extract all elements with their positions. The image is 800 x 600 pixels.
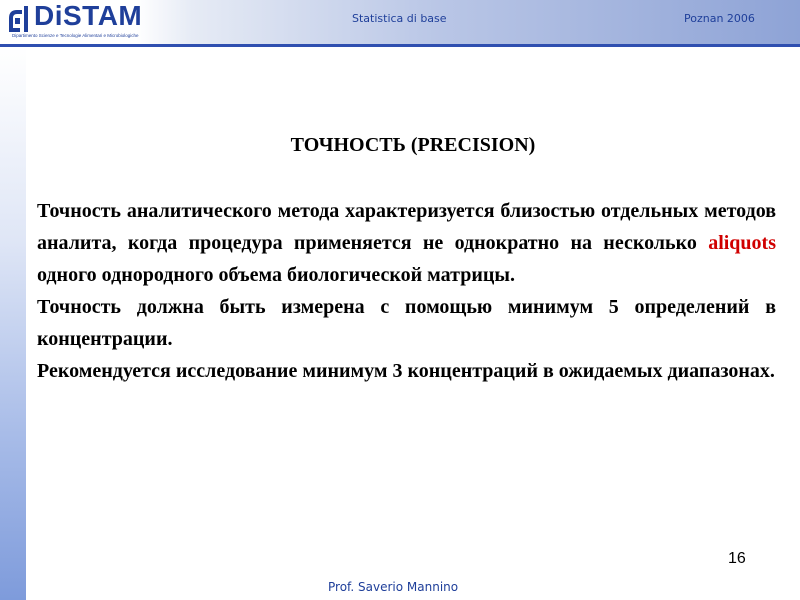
distam-logo [6, 2, 148, 42]
paragraph-definition [37, 195, 776, 291]
paragraph-measurement: Точность должна быть измерена с помощью минимум 5 определений в концентрации. [37, 296, 776, 350]
logo-subtitle: Dipartimento Scienze e Tecnologie Alimentari e Microbiologiche [12, 33, 139, 38]
slide-body [37, 195, 776, 387]
logo-mark-icon [6, 4, 36, 34]
header-location-year: Poznan 2006 [684, 12, 755, 25]
header-divider [0, 44, 800, 47]
paragraph-definition-end: одного однородного объема биологической матрицы. [37, 264, 515, 286]
footer-author: Prof. Saverio Mannino [328, 580, 459, 594]
highlighted-term: aliquots [708, 232, 776, 254]
left-side-band [0, 47, 26, 600]
paragraph-recommendation: Рекомендуется исследование минимум 3 концентраций в ожидаемых диапазонах. [37, 360, 775, 382]
slide-title: ТОЧНОСТЬ (PRECISION) [290, 134, 536, 156]
header-course-title: Statistica di base [352, 12, 447, 25]
page-number: 16 [728, 550, 746, 567]
logo-text: DiSTAM [34, 0, 143, 31]
paragraph-definition-start: Точность аналитического метода характеризуется близостью отдельных методов аналита, когда процедура применяется не однократно на несколько [37, 200, 776, 254]
